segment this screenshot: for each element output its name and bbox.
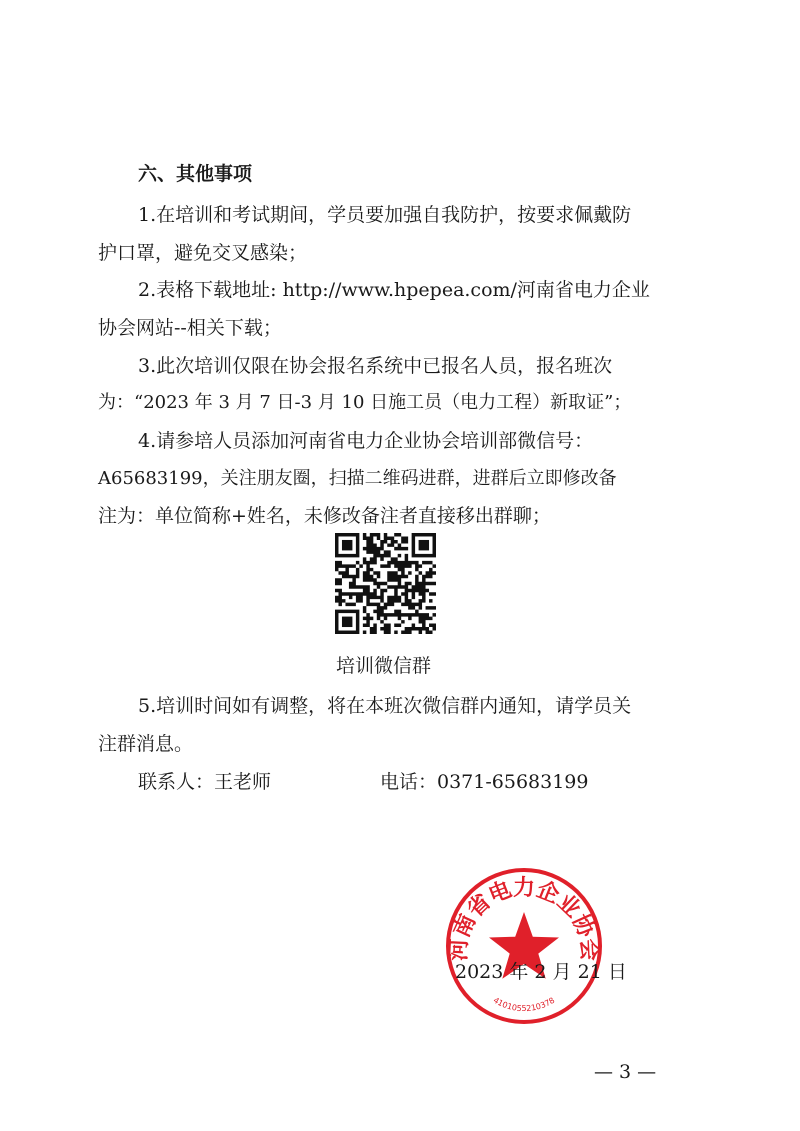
official-seal-stamp xyxy=(444,866,604,1026)
qr-finder-pattern xyxy=(335,533,359,557)
paragraph-line: 协会网站--相关下载； xyxy=(98,317,282,339)
qr-finder-pattern xyxy=(412,533,436,557)
seal-code: 4101055210378 xyxy=(491,995,557,1014)
issue-date: 2023 年 2 月 21 日 xyxy=(455,961,627,983)
paragraph-line: 1.在培训和考试期间，学员要加强自我防护，按要求佩戴防 xyxy=(138,204,632,226)
wechat-group-qr-code xyxy=(335,533,436,634)
paragraph-line: 注群消息。 xyxy=(98,733,194,755)
qr-finder-pattern xyxy=(335,610,359,634)
contact-phone: 电话：0371-65683199 xyxy=(380,771,589,793)
qr-code-image xyxy=(335,533,436,634)
paragraph-line: 为：“2023 年 3 月 7 日-3 月 10 日施工员（电力工程）新取证”； xyxy=(98,392,632,413)
paragraph-line: 护口罩，避免交叉感染； xyxy=(98,242,308,264)
paragraph-line: 注为：单位简称+姓名，未修改备注者直接移出群聊； xyxy=(98,505,551,527)
page-number: — 3 — xyxy=(594,1061,657,1083)
contact-person: 联系人：王老师 xyxy=(138,771,272,793)
paragraph-line: 5.培训时间如有调整，将在本班次微信群内通知，请学员关 xyxy=(138,695,632,717)
paragraph-line: 3.此次培训仅限在协会报名系统中已报名人员，报名班次 xyxy=(138,355,613,377)
seal-org-name: 河南省电力企业协会 xyxy=(446,875,602,962)
paragraph-line: A65683199，关注朋友圈，扫描二维码进群，进群后立即修改备 xyxy=(98,468,617,489)
paragraph-line: 2.表格下载地址: http://www.hpepea.com/河南省电力企业 xyxy=(138,279,650,301)
paragraph-line: 4.请参培人员添加河南省电力企业协会培训部微信号： xyxy=(138,430,594,452)
qr-caption: 培训微信群 xyxy=(336,655,432,677)
section-heading: 六、其他事项 xyxy=(138,163,253,185)
